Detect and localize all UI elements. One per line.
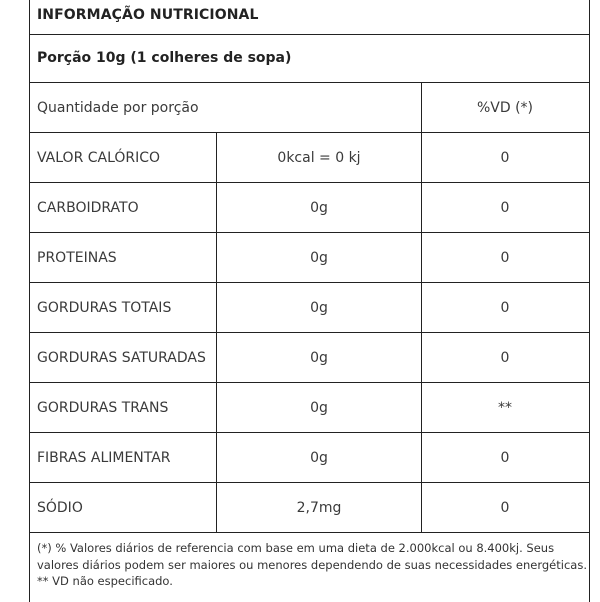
nutrient-quantity: 0g — [216, 183, 421, 232]
nutrient-name: GORDURAS TOTAIS — [37, 299, 172, 316]
title-row — [30, 0, 589, 35]
nutrient-vd: 0 — [421, 483, 588, 532]
nutrient-name: SÓDIO — [37, 499, 83, 516]
table-title: INFORMAÇÃO NUTRICIONAL — [37, 7, 259, 23]
table-row — [30, 333, 589, 383]
nutrient-quantity: 0kcal = 0 kj — [216, 133, 421, 182]
nutrient-vd: 0 — [421, 233, 588, 282]
portion-row — [30, 35, 589, 83]
nutrient-quantity: 0g — [216, 383, 421, 432]
nutrient-quantity: 0g — [216, 283, 421, 332]
portion-size: Porção 10g (1 colheres de sopa) — [37, 50, 292, 66]
nutrient-name: GORDURAS SATURADAS — [37, 349, 206, 366]
footnote — [37, 540, 587, 590]
table-row — [30, 183, 589, 233]
table-row — [30, 433, 589, 483]
table-row — [30, 133, 589, 183]
nutrient-name: CARBOIDRATO — [37, 199, 139, 216]
quantity-header: Quantidade por porção — [37, 99, 199, 116]
nutrition-facts-table — [29, 0, 590, 602]
nutrient-vd: 0 — [421, 183, 588, 232]
nutrient-quantity: 2,7mg — [216, 483, 421, 532]
nutrient-name: PROTEINAS — [37, 249, 117, 266]
footnote-line: valores diários podem ser maiores ou menores dependendo de suas necessidades energéticas. — [37, 557, 587, 572]
nutrient-name: GORDURAS TRANS — [37, 399, 169, 416]
nutrient-vd: 0 — [421, 333, 588, 382]
footnote-line: ** VD não especificado. — [37, 574, 173, 588]
column-header-row — [30, 83, 589, 133]
table-row — [30, 383, 589, 433]
nutrient-name: FIBRAS ALIMENTAR — [37, 449, 171, 466]
nutrient-vd: 0 — [421, 133, 588, 182]
nutrient-quantity: 0g — [216, 433, 421, 482]
vd-header: %VD (*) — [421, 83, 588, 132]
nutrient-quantity: 0g — [216, 233, 421, 282]
table-row — [30, 283, 589, 333]
table-row — [30, 483, 589, 533]
nutrient-vd: 0 — [421, 433, 588, 482]
table-row — [30, 233, 589, 283]
nutrient-vd: ** — [421, 383, 588, 432]
nutrient-vd: 0 — [421, 283, 588, 332]
nutrient-name: VALOR CALÓRICO — [37, 149, 161, 166]
footnote-line: (*) % Valores diários de referencia com base em uma dieta de 2.000kcal ou 8.400kj. Seus — [37, 541, 555, 555]
nutrient-quantity: 0g — [216, 333, 421, 382]
